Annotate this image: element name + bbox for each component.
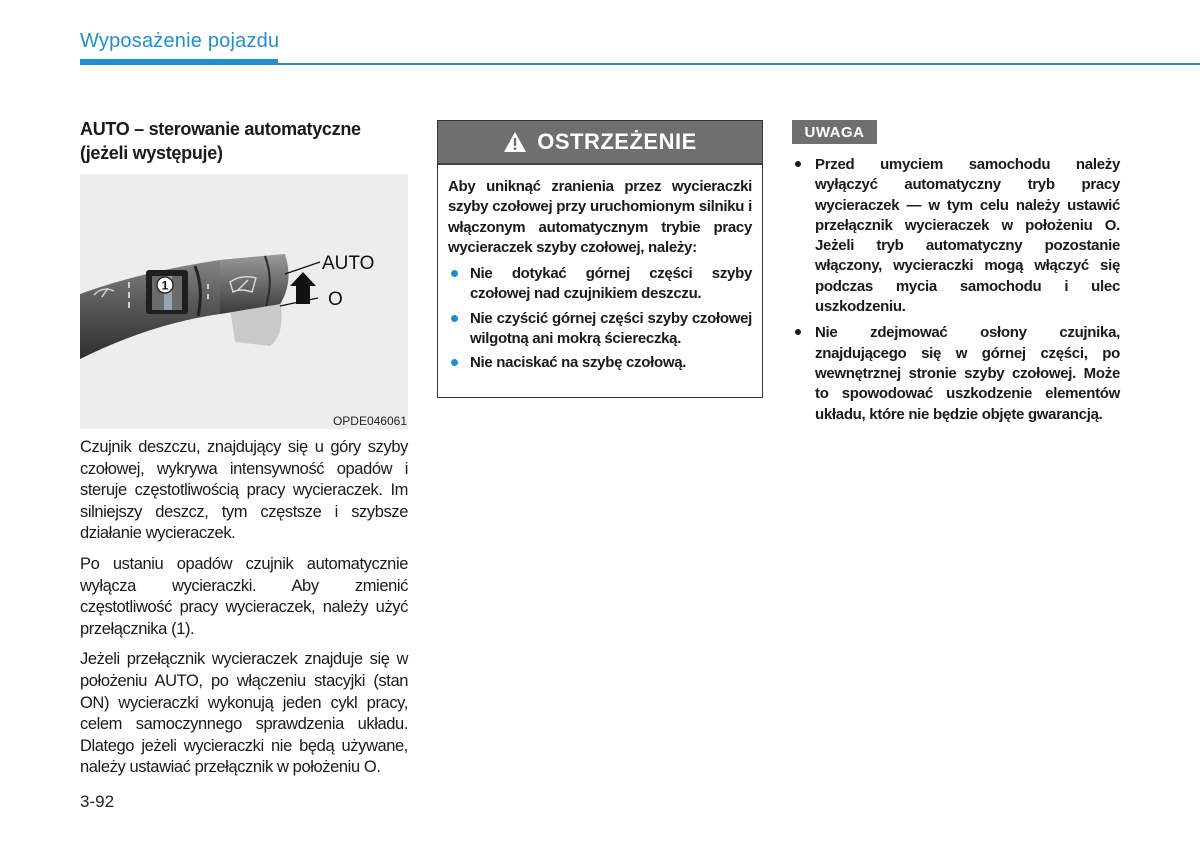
notice-list-item: Przed umyciem samochodu należy wyłączyć automatyczny tryb pracy wycieraczek — w tym celu należy ustawić przełącznik wycieraczek w położeniu O. Jeżeli tryb automatyczny pozostanie włączony, wycieraczki mogą włączyć się podczas mycia samochodu i ulec uszkodzeniu. (792, 155, 1120, 317)
notice-label: UWAGA (792, 120, 877, 144)
page-number: 3-92 (80, 792, 115, 811)
warning-list (448, 264, 752, 373)
warning-list-item: Nie dotykać górnej części szyby czołowej nad czujnikiem deszczu. (448, 264, 752, 305)
body-paragraph: Po ustaniu opadów czujnik automatycznie wyłącza wycieraczki. Aby zmienić częstotliwość pracy wycieraczek, należy użyć przełącznika (1). (80, 554, 408, 638)
label-off: O (328, 289, 343, 310)
page-header-title: Wyposażenie pojazdu (80, 30, 280, 52)
section-title: AUTO – sterowanie automatyczne (jeżeli występuje) (80, 119, 361, 163)
warning-intro: Aby uniknąć zranienia przez wycieraczki szyby czołowej przy uruchomionym silniku i włączonym automatycznym trybie pracy wycieraczek szyby czołowej, należy: (448, 178, 752, 256)
warning-box (437, 120, 763, 398)
notice-list (792, 155, 1120, 425)
warning-body (438, 165, 762, 374)
warning-header (438, 121, 762, 165)
label-auto: AUTO (322, 253, 375, 274)
callout-number: 1 (161, 278, 169, 293)
header-accent-bar (80, 59, 278, 65)
body-paragraph: Czujnik deszczu, znajdujący się u góry szyby czołowej, wykrywa intensywność opadów i steruje częstotliwością pracy wycieraczek. Im silniejszy deszcz, tym częstsze i szybsze działanie wycieraczek. (80, 438, 408, 543)
notice-body (792, 155, 1120, 431)
warning-triangle-icon (503, 131, 527, 153)
body-text (80, 437, 408, 788)
figure-code: OPDE046061 (332, 414, 407, 428)
body-paragraph: Jeżeli przełącznik wycieraczek znajduje się w położeniu AUTO, po włączeniu stacyjki (stan ON) wycieraczki wykonują jeden cykl pracy, celem samoczynnego sprawdzenia układu. Dlatego jeżeli wycieraczki nie będą używane, należy ustawiać przełącznik w położeniu O. (80, 650, 408, 777)
header-divider-line (278, 63, 1200, 65)
wiper-switch-illustration (80, 174, 408, 429)
warning-list-item: Nie naciskać na szybę czołową. (448, 353, 752, 373)
warning-title: OSTRZEŻENIE (537, 129, 697, 154)
warning-list-item: Nie czyścić górnej części szyby czołowej wilgotną ani mokrą ściereczką. (448, 309, 752, 350)
notice-list-item: Nie zdejmować osłony czujnika, znajdującego się w górnej części, po wewnętrznej stronie szyby czołowej. Może to spowodować uszkodzenie elementów układu, które nie będzie objęte gwarancją. (792, 323, 1120, 424)
